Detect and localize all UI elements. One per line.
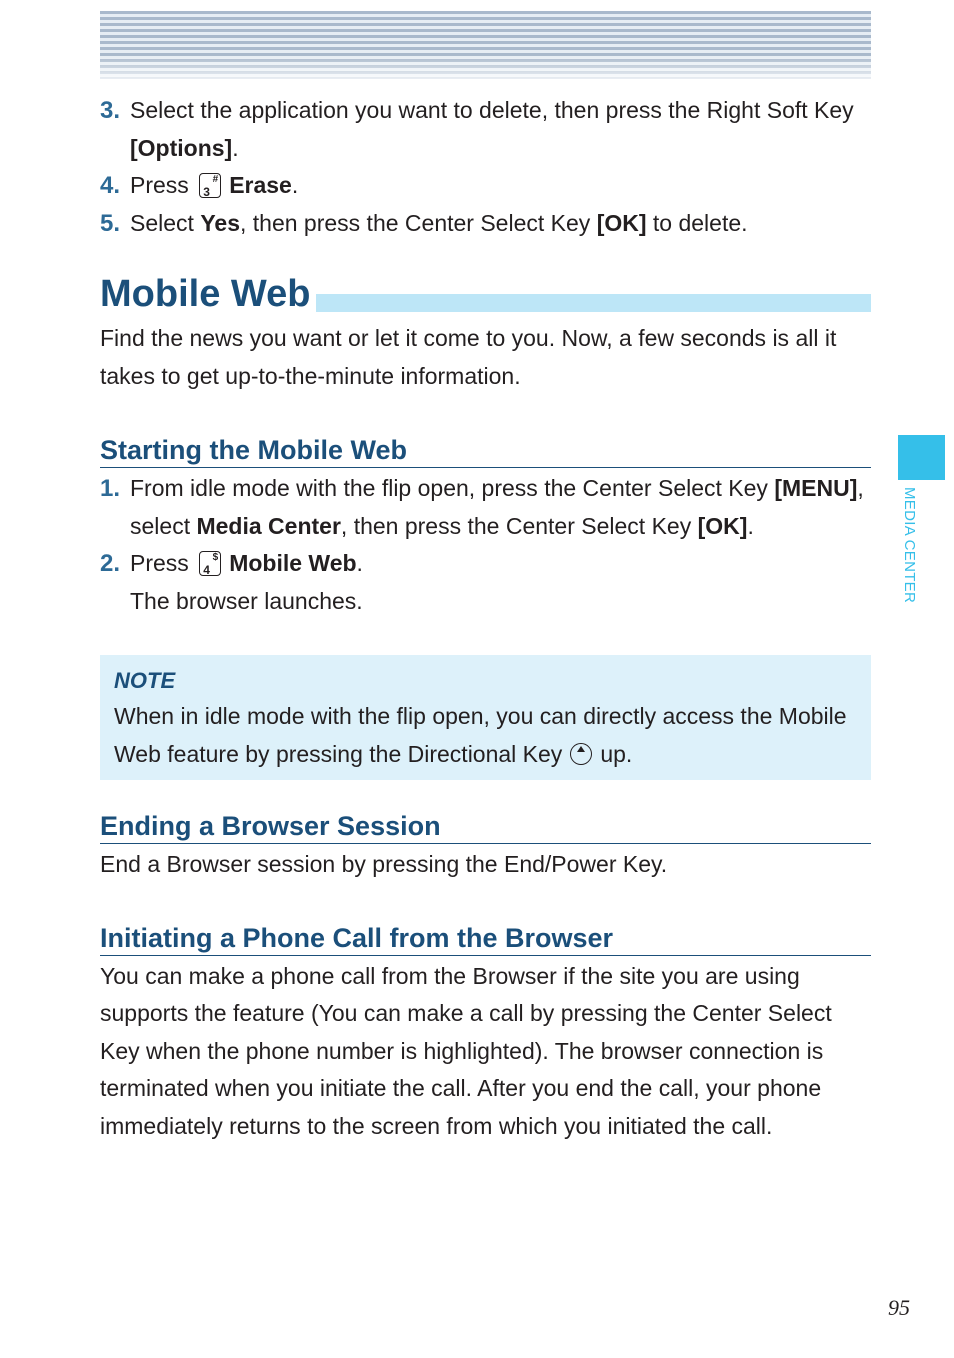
note-text (114, 698, 857, 773)
note-text-part: When in idle mode with the flip open, you can directly access the Mobile Web feature by pressing the Directional Key (114, 703, 847, 767)
step-text: . (232, 134, 239, 161)
step-result-text: The browser launches. (130, 587, 363, 614)
page-number: 95 (888, 1295, 910, 1320)
starting-step-2 (100, 545, 871, 620)
step-number: 2. (100, 550, 121, 577)
note-text-part: up. (600, 740, 633, 767)
step-text: Press (130, 550, 189, 576)
step-number: 4. (100, 172, 121, 199)
initiating-heading: Initiating a Phone Call from the Browser (100, 921, 871, 956)
directional-key-up-icon (570, 743, 592, 765)
step-text: Select the application you want to delete, then press the Right Soft Key (130, 97, 854, 123)
chapter-label: MEDIA CENTER (901, 487, 918, 604)
key-digit: 4 (203, 563, 210, 577)
key-4-icon (199, 551, 221, 576)
step-5 (100, 205, 871, 243)
step-text: to delete. (646, 209, 748, 236)
starting-heading: Starting the Mobile Web (100, 433, 871, 468)
starting-step-1 (100, 470, 871, 545)
ok-key-label: [OK] (596, 209, 647, 236)
step-number: 1. (100, 475, 121, 502)
key-digit: 3 (203, 185, 210, 199)
page-content (100, 92, 871, 1145)
yes-label: Yes (200, 209, 240, 236)
ending-heading: Ending a Browser Session (100, 809, 871, 844)
step-number: 3. (100, 97, 121, 124)
key-3-icon (199, 173, 221, 198)
erase-label: Erase (229, 172, 292, 198)
step-text: Select (130, 209, 201, 236)
step-text: From idle mode with the flip open, press the Center Select Key (130, 475, 775, 501)
key-symbol: # (212, 174, 219, 185)
initiating-paragraph: You can make a phone call from the Browser if the site you are using supports the feature (You can make a call by pressing the Center Select Key when the phone number is highlighted). The browser connection is terminated when you initiate the call. After you end the call, your phone immediately returns to the screen from which you initiated the call. (100, 962, 832, 1139)
step-3 (100, 92, 871, 167)
step-text: . (356, 550, 363, 576)
menu-key-label: [MENU] (774, 475, 858, 501)
section-title-row (100, 272, 871, 316)
ok-key-label: [OK] (697, 512, 748, 539)
step-4 (100, 167, 871, 205)
step-text: , then press the Center Select Key (239, 209, 597, 236)
section-title: Mobile Web (100, 272, 316, 316)
step-text: Press (130, 172, 189, 198)
step-text: . (747, 512, 754, 539)
step-number: 5. (100, 209, 121, 237)
ending-paragraph: End a Browser session by pressing the End/Power Key. (100, 851, 668, 877)
header-decoration (100, 11, 871, 79)
intro-paragraph: Find the news you want or let it come to you. Now, a few seconds is all it takes to get up-to-the-minute information. (100, 325, 837, 389)
mobile-web-label: Mobile Web (229, 550, 357, 576)
note-box (100, 655, 871, 780)
key-symbol: $ (212, 552, 219, 563)
chapter-tab (898, 435, 945, 480)
step-text: . (291, 172, 299, 198)
media-center-label: Media Center (196, 512, 341, 539)
note-title: NOTE (114, 668, 176, 693)
step-text: , select (130, 475, 864, 539)
step-text: , then press the Center Select Key (340, 512, 698, 539)
options-key-label: [Options] (130, 134, 233, 161)
